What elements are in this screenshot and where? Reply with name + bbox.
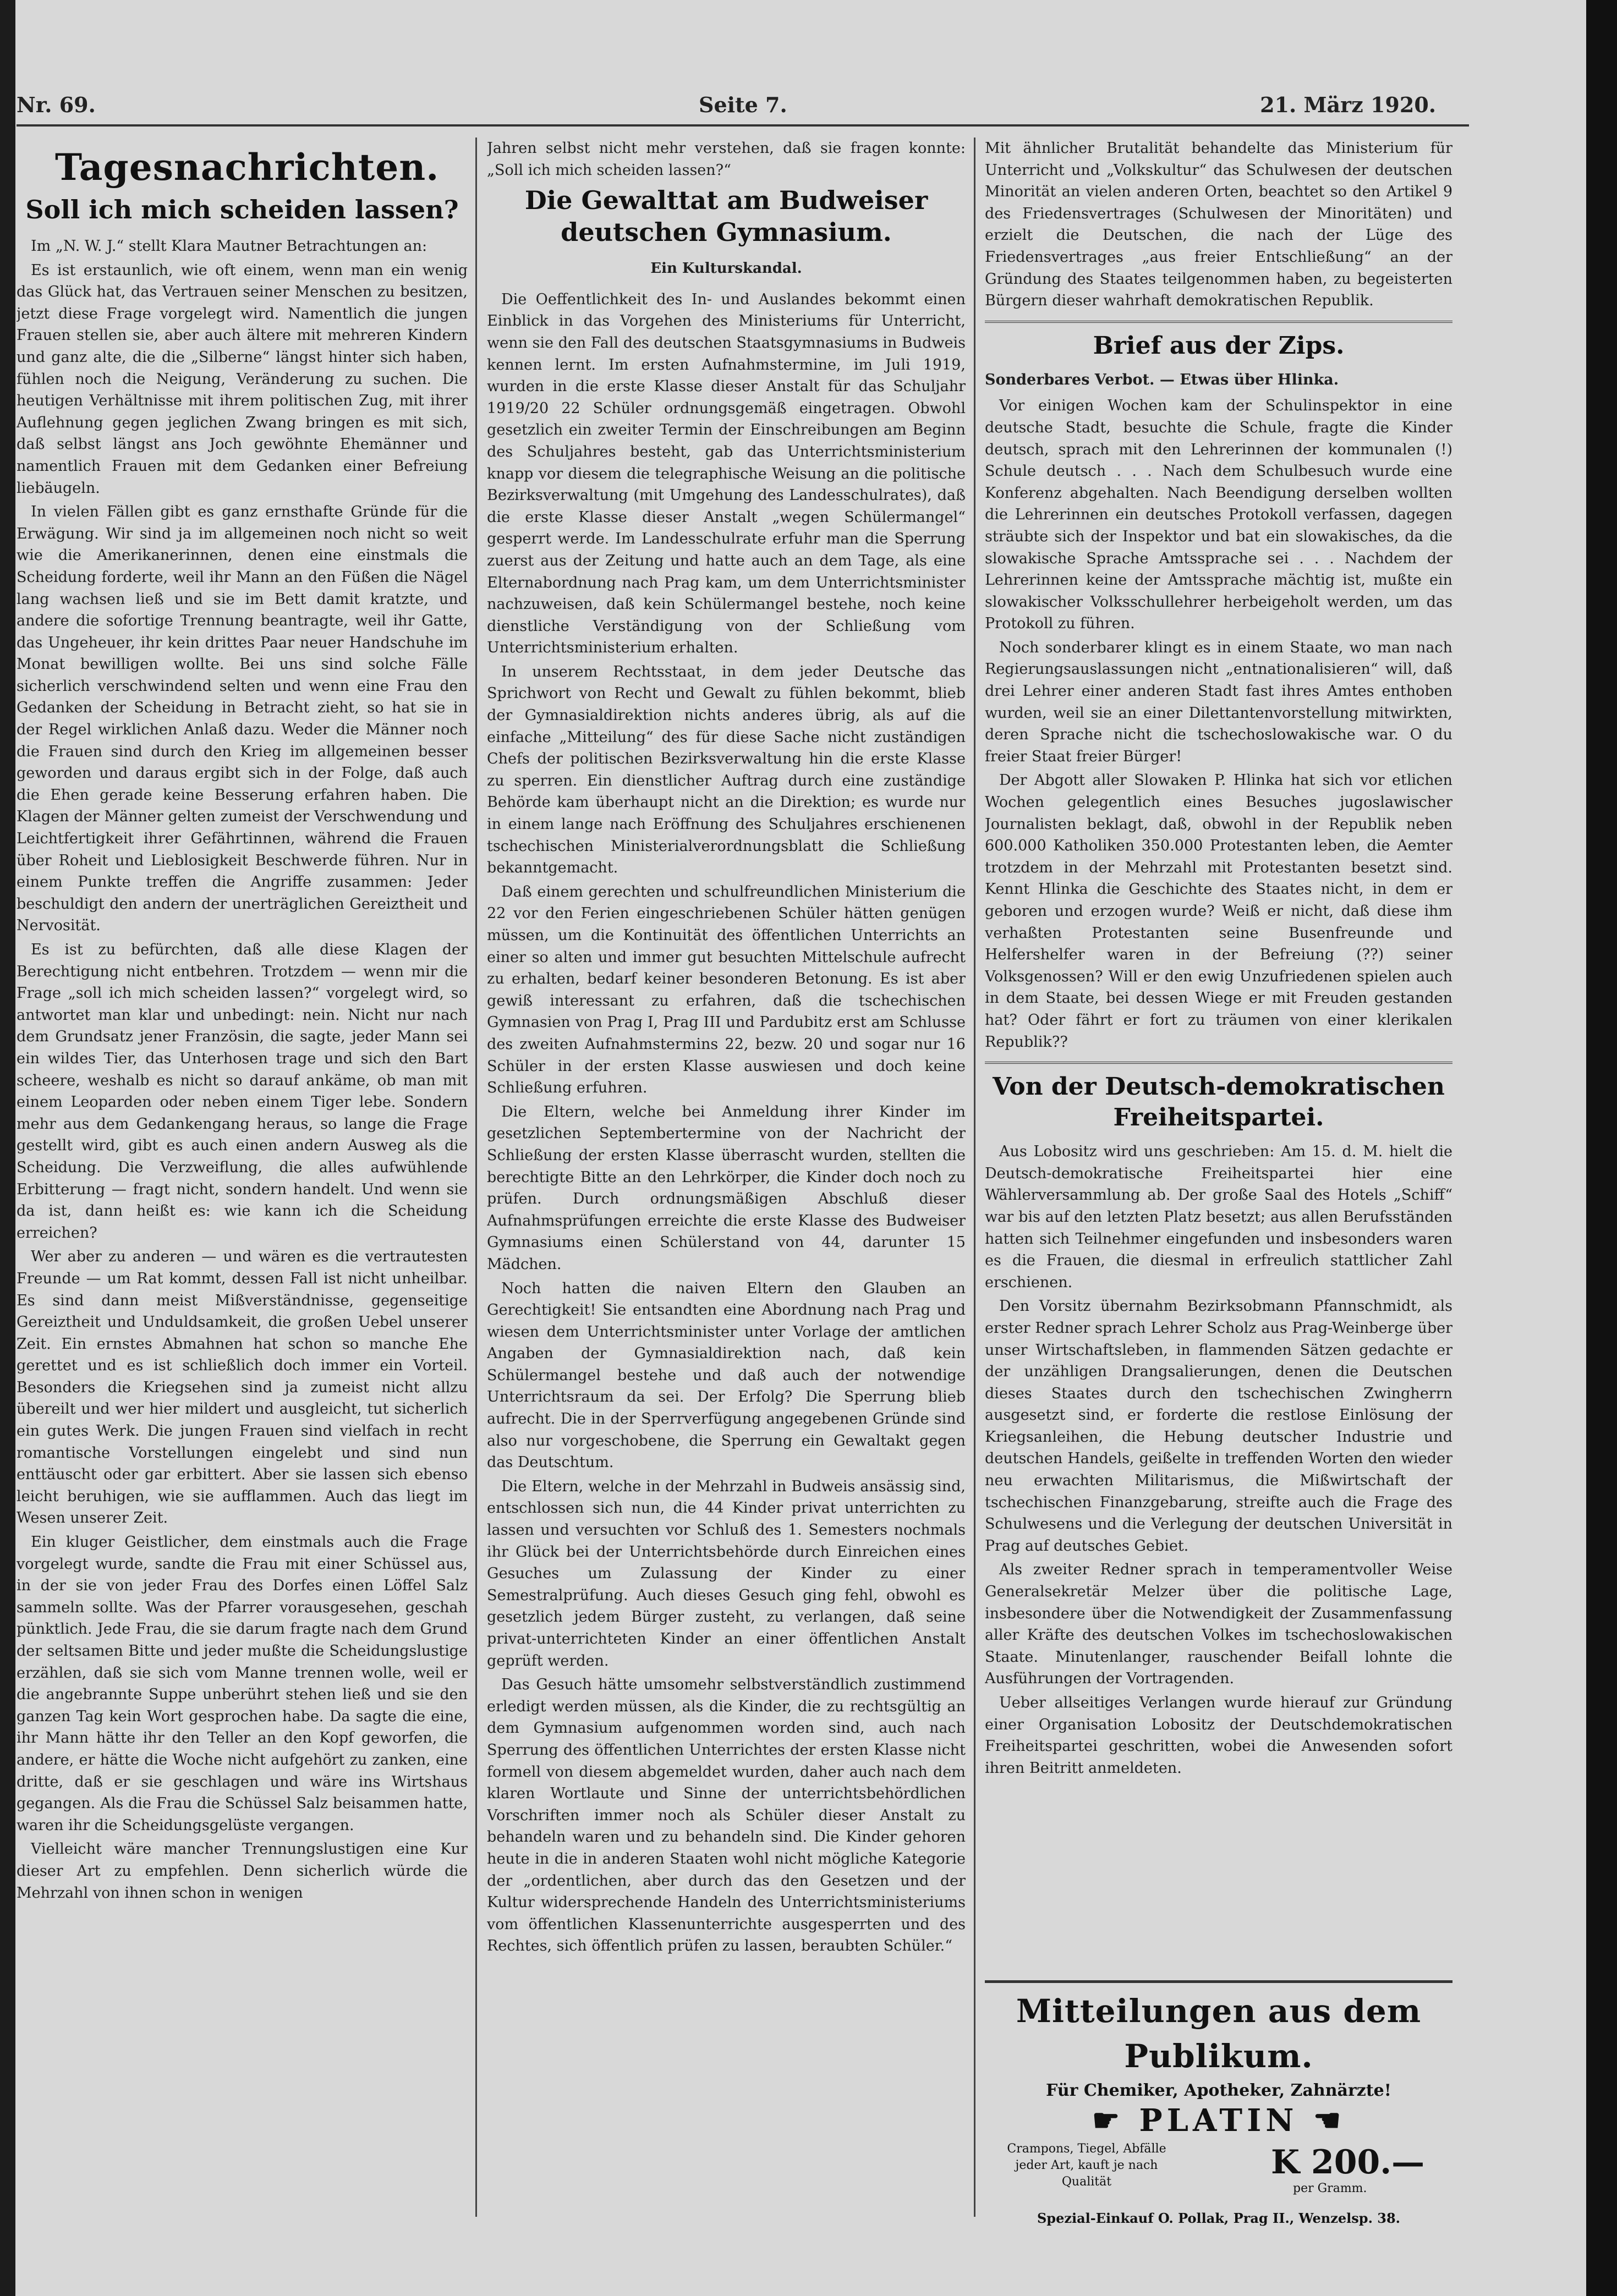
paragraph: Noch sonderbarer klingt es in einem Staate, wo man nach Regierungsauslassungen nicht „entnationalisieren“ will, daß drei Lehrer einer anderen Stadt fast ihres Amtes enthoben wurden, weil sie an einer Dilettantenvorstellung mitwirkten, deren Sprache nicht die tschechoslowakische war. O du freier Staat freier Bürger!	[985, 639, 1452, 765]
column-2	[487, 138, 966, 2217]
paragraph: Den Vorsitz übernahm Bezirksobmann Pfannschmidt, als erster Redner sprach Lehrer Scholz aus Prag-Weinberge über unser Wirtschaftsleben, in flammenden Sätzen gedachte er der unzähligen Drangsalierungen, denen die Deutschen dieses Staates durch den tschechischen Zwingherrn ausgesetzt sind, er forderte die restlose Einlösung der Kriegsanleihen, die Hebung deutscher Industrie und deutschen Handels, geißelte in treffenden Worten den wieder neu erwachten Militarismus, die Mißwirtschaft der tschechischen Finanzgebarung, streifte auch die Frage des Schulwesens und die Verlegung der deutschen Universität in Prag auf deutsches Gebiet.	[985, 1298, 1452, 1555]
ad-product-name: PLATIN	[1139, 2102, 1298, 2139]
ad-details	[985, 2141, 1452, 2194]
paragraph: Die Eltern, welche in der Mehrzahl in Budweis ansässig sind, entschlossen sich nun, die 44 Kinder privat unterrichten zu lassen und versuchten vor Schluß des 1. Semesters nochmals ihr Glück bei der Unterrichtsbehörde durch Einreichen eines Gesuches um Zulassung der Kinder zu einer Semestralprüfung. Auch dieses Gesuch ging fehl, obwohl es gesetzlich jedem Bürger zusteht, zu verlangen, daß seine privat-unterrichteten Kinder an einer öffentlichen Anstalt geprüft werden.	[487, 1477, 966, 1669]
paragraph: In unserem Rechtsstaat, in dem jeder Deutsche das Sprichwort von Recht und Gewalt zu fühlen bekommt, blieb der Gymnasialdirektion nichts anderes übrig, als auf die einfache „Mitteilung“ des für diese Sache nicht zuständigen Chefs der politischen Bezirksverwaltung hin die erste Klasse zu sperren. Ein dienstlicher Auftrag durch eine zuständige Behörde kam überhaupt nicht an die Direktion; es wurde nur in einem lange nach Eröffnung des Schuljahres erschienenen tschechischen Ministerialverordnungsblatt die Schließung bekanntgemacht.	[487, 663, 966, 877]
article-title: Brief aus der Zips.	[985, 321, 1452, 361]
paragraph: In vielen Fällen gibt es ganz ernsthafte Gründe für die Erwägung. Wir sind ja im allgemeinen noch nicht so weit wie die Amerikanerinnen, denen eine einstmals die Scheidung forderte, weil ihr Mann an den Füßen die Nägel lang wachsen ließ und sie im Bett damit kratzte, und andere die sofortige Trennung beantragte, weil ihr Gatte, das Ungeheuer, ihr kein drittes Paar neuer Handschuhe im Monat bewilligen wollte. Bei uns sind solche Fälle sicherlich verschwindend selten und wenn eine Frau den Gedanken der Scheidung in Betracht zieht, so hat sie in der Regel wirklichen Anlaß dazu. Weder die Männer noch die Frauen sind durch den Krieg im allgemeinen besser geworden und daraus ergibt sich in der Folge, daß auch die Ehen gerade keine Besserung erfahren haben. Die Klagen der Männer gelten zumeist der Verschwendung und Leichtfertigkeit ihrer Gefährtinnen, während die Frauen über Roheit und Lieblosigkeit Beschwerde führen. Nur in einem Punkte treffen die Angriffe zusammen: Jeder beschuldigt den andern der unerträglichen Gereiztheit und Nervosität.	[17, 503, 468, 935]
paragraph: Als zweiter Redner sprach in temperamentvoller Weise Generalsekretär Melzer über die politische Lage, insbesondere über die Notwendigkeit der Zusammenfassung aller Kräfte des deutschen Volkes im tschechoslowakischen Staate. Minutenlanger, rauschender Beifall lohnte die Ausführungen der Vortragenden.	[985, 1561, 1452, 1688]
paragraph: Es ist erstaunlich, wie oft einem, wenn man ein wenig das Glück hat, das Vertrauen seiner Menschen zu besitzen, jetzt diese Frage vorgelegt wird. Namentlich die jungen Frauen stellen sie, aber auch ältere mit mehreren Kindern und ganz alte, die die „Silberne“ längst hinter sich haben, fühlen noch die Neigung, Veränderung zu suchen. Die heutigen Verhältnisse mit ihrem politischen Zug, mit ihrer Auflehnung gegen jeglichen Zwang bringen es mit sich, daß selbst längst ans Joch gewöhnte Ehemänner und namentlich Frauen mit dem Gedanken einer Befreiung liebäugeln.	[17, 261, 468, 497]
ad-product	[985, 2102, 1452, 2139]
paragraph: Vor einigen Wochen kam der Schulinspektor in eine deutsche Stadt, besuchte die Schule, fragte die Kinder deutsch, sprach mit den Lehrerinnen der kommunalen (!) Schule deutsch . . . Nach dem Schulbesuch wurde eine Konferenz abgehalten. Nach Beendigung derselben wollten die Lehrerinnen ein deutsches Protokoll verfassen, dagegen sträubte sich der Inspektor und bat ein slowakisches, da die slowakische Sprache Amtssprache sei . . . Nachdem der Lehrerinnen keine der Amtssprache mächtig ist, mußte ein slowakischer Volksschullehrer herbeigeholt werden, um das Protokoll zu führen.	[985, 397, 1452, 633]
paragraph: Vielleicht wäre mancher Trennungslustigen eine Kur dieser Art zu empfehlen. Denn sicherlich würde die Mehrzahl von ihnen schon in wenigen	[17, 1841, 468, 1902]
column-1	[17, 138, 468, 2217]
article-title: Soll ich mich scheiden lassen?	[25, 195, 459, 224]
paragraph: Wer aber zu anderen — und wären es die vertrautesten Freunde — um Rat kommt, dessen Fall ist nicht unheilbar. Es sind dann meist Mißverständnisse, gegenseitige Gereiztheit und Unduldsamkeit, die großen Uebel unserer Zeit. Ein ernstes Abmahnen hat schon so manche Ehe gerettet und es ist schließlich doch immer ein Vorteil. Besonders die Kriegsehen sind ja zumeist nicht allzu übereilt und wer hier mildert und ausgleicht, tut sicherlich ein gutes Werk. Die jungen Frauen sind vielfach in recht romantische Vorstellungen eingelebt und sind nun enttäuscht oder gar erbittert. Aber sie lassen sich ebenso leicht beruhigen, wie sie aufflammen. Auch das liegt im Wesen unserer Zeit.	[17, 1248, 468, 1527]
ad-contact: Spezial-Einkauf O. Pollak, Prag II., Wenzelsp. 38.	[1037, 2210, 1401, 2226]
paragraph: Im „N. W. J.“ stellt Klara Mautner Betrachtungen an:	[31, 238, 427, 255]
paragraph: Aus Lobositz wird uns geschrieben: Am 15. d. M. hielt die Deutsch-demokratische Freiheitspartei hier eine Wählerversammlung ab. Der große Saal des Hotels „Schiff“ war bis auf den letzten Platz besetzt; aus allen Berufsständen hatten sich Teilnehmer eingefunden und insbesonders waren es die Frauen, die diesmal in erfreulich stattlicher Zahl erschienen.	[985, 1143, 1452, 1291]
column-3	[985, 138, 1452, 1975]
article-title: Von der Deutsch-demokratischen Freiheitspartei.	[985, 1062, 1452, 1133]
column-divider	[974, 138, 975, 2217]
header-rule	[17, 124, 1469, 127]
paragraph: Die Oeffentlichkeit des In- und Auslandes bekommt einen Einblick in das Vorgehen des Ministeriums für Unterricht, wenn sie den Fall des deutschen Staatsgymnasiums in Budweis kennen lernt. Im ersten Aufnahmstermine, im Juli 1919, wurden in die erste Klasse dieser Anstalt für das Schuljahr 1919/20 22 Schüler ordnungsgemäß eingetragen. Obwohl gesetzlich ein zweiter Termin der Einschreibungen am Beginn des Schuljahres besteht, gab das Unterrichtsministerium knapp vor diesem die telegraphische Weisung an die politische Bezirksverwaltung (mit Umgehung des Landesschulrates), daß die erste Klasse dieser Anstalt „wegen Schülermangel“ gesperrt werde. Im Landesschulrate erfuhr man die Sperrung zuerst aus der Zeitung und hatte auch an dem Tage, als eine Elternabordnung nach Prag kam, um dem Unterrichtsminister nachzuweisen, daß kein Schülermangel bestehe, noch keine dienstliche Verständigung von der Schließung vom Unterrichtsministerium erhalten.	[487, 290, 966, 657]
paragraph: Die Eltern, welche bei Anmeldung ihrer Kinder im gesetzlichen Septembertermine von der Nachricht der Schließung der ersten Klasse überrascht wurden, stellten die berechtigte Bitte an den Lehrkörper, die Kinder doch noch zu prüfen. Durch ordnungsmäßigen Abschluß dieser Aufnahmsprüfungen erreichte die erste Klasse des Budweiser Gymnasiums einen Schülerstand von 44, darunter 15 Mädchen.	[487, 1103, 966, 1273]
ad-unit: per Gramm.	[1293, 2182, 1367, 2195]
article-kicker: Sonderbares Verbot. — Etwas über Hlinka.	[985, 371, 1339, 388]
ad-price: K 200.—	[1271, 2143, 1425, 2182]
hand-pointer-icon: ☛	[1092, 2102, 1139, 2139]
section-heading: Tagesnachrichten.	[55, 146, 440, 189]
paragraph: Der Abgott aller Slowaken P. Hlinka hat sich vor etlichen Wochen gelegentlich eines Besuches jugoslawischer Journalisten beklagt, daß, obwohl in der Republik neben 600.000 Katholiken 350.000 Protestanten leben, die Aemter trotzdem in der Mehrzahl mit Protestanten besetzt sind. Kennt Hlinka die Geschichte des Staates nicht, in dem er geboren und erzogen wurde? Weiß er nicht, daß diese ihm verhaßten Protestanten seine Busenfreunde und Helfershelfer waren in der Befreiung (??) seiner Volksgenossen? Will er den ewig Unzufriedenen spielen auch in dem Staate, bei dessen Wiege er mit Freuden gestanden hat? Oder fährt er fort zu träumen von einer klerikalen Republik??	[985, 772, 1452, 1051]
advertisement	[985, 1980, 1452, 2226]
article-subtitle: Ein Kulturskandal.	[650, 260, 802, 277]
paragraph: Daß einem gerechten und schulfreundlichen Ministerium die 22 vor den Ferien eingeschriebenen Schüler hätten genügen müssen, um die Kontinuität des öffentlichen Unterrichts an einer so alten und immer gut besuchten Mittelschule aufrecht zu erhalten, bedarf keiner besonderen Betonung. Es ist aber gewiß interessant zu erfahren, daß die tschechischen Gymnasien von Prag I, Prag III und Pardubitz erst am Schlusse des zweiten Aufnahmstermins 22, bezw. 20 und sogar nur 16 Schüler in der ersten Klasse auswiesen und doch keine Schließung erfuhren.	[487, 883, 966, 1097]
issue-number: Nr. 69.	[17, 92, 96, 117]
ad-section-heading: Mitteilungen aus dem Publikum.	[1016, 1992, 1422, 2075]
paragraph-continued: Mit ähnlicher Brutalität behandelte das Ministerium für Unterricht und „Volkskultur“ das Schulwesen der deutschen Minorität an vielen anderen Orten, beachtet so den Artikel 9 des Friedensvertrages (Schulwesen der Minoritäten) und erzielt die Deutschen, die nach der Lüge des Friedensvertrages „aus freier Entschließung“ an der Gründung des Staates teilgenommen haben, zu begeisterten Bürgern dieser wahrhaft demokratischen Republik.	[985, 140, 1452, 310]
paragraph: Das Gesuch hätte umsomehr selbstverständlich zustimmend erledigt werden müssen, als die Kinder, die zu rechtsgültig an dem Gymnasium aufgenommen worden sind, auch nach Sperrung des öffentlichen Unterrichtes der ersten Klasse nicht formell von diesem abgemeldet wurden, daher auch nach dem klaren Wortlaute und Sinne der unterrichtsbehördlichen Vorschriften immer noch als Schüler dieser Anstalt zu behandeln waren und zu behandeln sind. Die Kinder gehoren heute in die in anderen Staaten wohl nicht mögliche Kategorie der „ordentlichen, aber durch das den Gesetzen und der Kultur widersprechende Handeln des Unterrichtsministeriums vom öffentlichen Klassenunterrichte ausgesperrten und des Rechtes, sich öffentlich prüfen zu lassen, beraubten Schüler.“	[487, 1676, 966, 1955]
column-divider	[475, 138, 477, 2217]
paragraph: Ueber allseitiges Verlangen wurde hierauf zur Gründung einer Organisation Lobositz der Deutschdemokratischen Freiheitspartei geschritten, wobei die Anwesenden sofort ihren Beitritt anmeldeten.	[985, 1694, 1452, 1777]
article-title: Die Gewalttat am Budweiser deutschen Gymnasium.	[524, 185, 928, 248]
paragraph: Es ist zu befürchten, daß alle diese Klagen der Berechtigung nicht entbehren. Trotzdem — wenn mir die Frage „soll ich mich scheiden lassen?“ vorgelegt wird, so antwortet man klar und unbedingt: nein. Nicht nur nach dem Grundsatz jener Französin, die sagte, jeder Mann sei ein wildes Tier, das Unterhosen trage und sich den Bart scheere, weshalb es nicht so darauf ankäme, ob man mit einem Leoparden oder neben einem Tiger lebe. Sondern mehr aus dem Gedankengang heraus, so lange die Frage gestellt wird, gibt es auch einen andern Ausweg als die Scheidung. Die Verzweiflung, die alles aufwühlende Erbitterung — fragt nicht, sondern handelt. Und wenn sie da ist, dann heißt es: wie kann ich die Scheidung erreichen?	[17, 941, 468, 1242]
page-number: Seite 7.	[699, 92, 787, 117]
page-header	[17, 92, 1436, 125]
hand-pointer-icon: ☚	[1298, 2102, 1346, 2139]
ad-audience: Für Chemiker, Apotheker, Zahnärzte!	[1046, 2081, 1391, 2100]
paragraph: Noch hatten die naiven Eltern den Glauben an Gerechtigkeit! Sie entsandten eine Abordnung nach Prag und wiesen dem Unterrichtsminister unter Vorlage der amtlichen Angaben der Gymnasialdirektion nach, daß kein Schülermangel bestehe und daß auch der notwendige Unterrichtsraum da sei. Der Erfolg? Die Sperrung blieb aufrecht. Die in der Sperrverfügung angegebenen Gründe sind also nur vorgeschobene, die Sperrung ein Gewaltakt gegen das Deutschtum.	[487, 1279, 966, 1471]
ad-items: Crampons, Tiegel, Abfälle jeder Art, kauft je nach Qualität	[1007, 2142, 1166, 2189]
paragraph-continued: Jahren selbst nicht mehr verstehen, daß sie fragen konnte: „Soll ich mich scheiden lassen?“	[487, 140, 966, 179]
paragraph: Ein kluger Geistlicher, dem einstmals auch die Frage vorgelegt wurde, sandte die Frau mit einer Schüssel aus, in der sie von jeder Frau des Dorfes einen Löffel Salz sammeln sollte. Was der Pfarrer vorausgesehen, geschah pünktlich. Jede Frau, die sie darum fragte nach dem Grund der seltsamen Bitte und jeder mußte die Scheidungslustige erzählen, daß sie sich vom Manne trennen wolle, weil er die angebrannte Suppe unberührt stehen ließ und sie den ganzen Tag kein Wort gesprochen habe. Da sagte die eine, ihr Mann hätte ihr den Teller an den Kopf geworfen, die andere, er hätte die Woche nicht aufgehört zu zanken, eine dritte, daß er sie geschlagen und wäre ins Wirtshaus gegangen. Als die Frau die Schüssel Salz beisammen hatte, waren ihr die Scheidungsgelüste vergangen.	[17, 1534, 468, 1834]
scan-border	[1586, 0, 1617, 2296]
issue-date: 21. März 1920.	[1260, 92, 1436, 117]
